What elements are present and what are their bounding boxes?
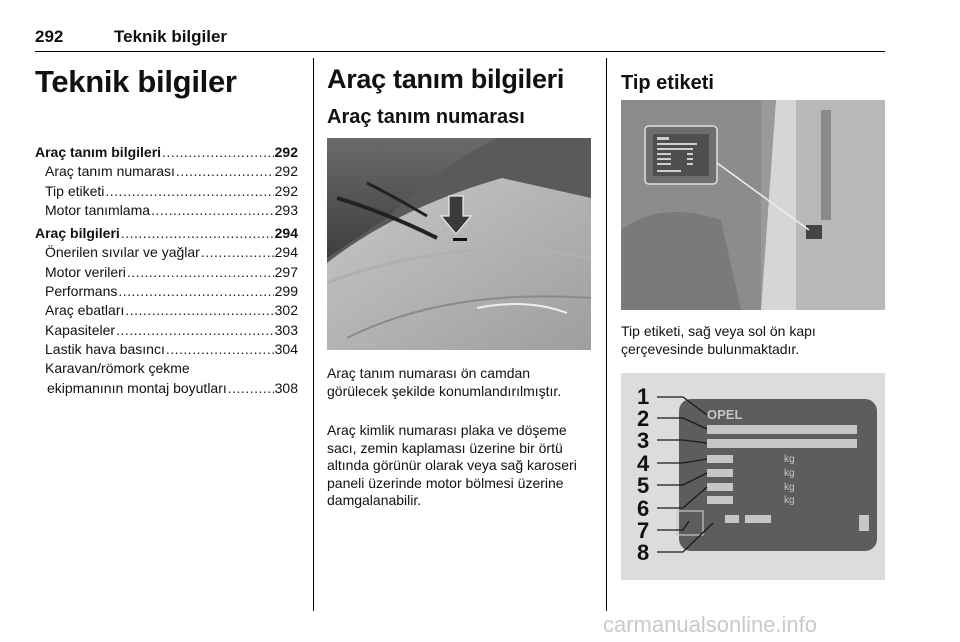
table-of-contents [35, 143, 298, 398]
toc-entry-page: 293 [274, 201, 298, 218]
toc-entry-label: Lastik hava basıncı [45, 340, 165, 357]
toc-entry-page: 299 [274, 283, 298, 300]
toc-leader-dots [118, 282, 273, 301]
toc-entry[interactable] [35, 340, 298, 359]
toc-leader-dots [116, 321, 274, 340]
toc-entry-label: Kapasiteler [45, 321, 116, 338]
toc-entry[interactable] [35, 224, 298, 243]
toc-entry-label: Araç bilgileri [35, 225, 120, 242]
toc-entry-label: Karavan/römork çekme [45, 360, 190, 377]
plate-unit: kg [784, 468, 795, 479]
toc-entry-label: ekipmanının montaj boyutları [47, 379, 227, 396]
toc-leader-dots [176, 162, 274, 181]
toc-entry-page: 303 [274, 321, 298, 338]
toc-entry[interactable] [35, 301, 298, 320]
column-divider [606, 58, 607, 611]
toc-entry[interactable] [35, 182, 298, 201]
label-number: 1 [637, 384, 650, 409]
toc-entry-label: Araç ebatları [45, 302, 125, 319]
label-number: 7 [637, 518, 650, 543]
toc-entry[interactable] [35, 379, 298, 398]
door-frame-illustration [621, 100, 885, 310]
toc-entry-page: 294 [274, 244, 298, 261]
toc-leader-dots [151, 201, 274, 220]
label-number: 8 [637, 540, 650, 565]
toc-entry[interactable] [35, 321, 298, 340]
toc-entry[interactable] [35, 263, 298, 282]
toc-entry-label: Performans [45, 283, 118, 300]
plate-unit: kg [784, 454, 795, 465]
toc-entry-page: 304 [274, 340, 298, 357]
toc-leader-dots [105, 182, 273, 201]
header-title: Teknik bilgiler [114, 27, 228, 46]
toc-entry-label: Motor tanımlama [45, 201, 151, 218]
toc-entry-page: 292 [274, 182, 298, 199]
toc-entry-page: 308 [274, 379, 298, 396]
plate-brand: OPEL [707, 407, 743, 422]
type-label-illustration [621, 373, 885, 580]
label-number: 3 [637, 428, 650, 453]
toc-entry[interactable] [35, 201, 298, 220]
toc-leader-dots [162, 143, 274, 162]
toc-leader-dots [125, 301, 273, 320]
toc-entry-page: 297 [274, 263, 298, 280]
toc-leader-dots [166, 340, 274, 359]
toc-leader-dots [228, 379, 274, 398]
label-number: 5 [637, 473, 650, 498]
subsection-heading: Araç tanım numarası [327, 106, 525, 128]
paragraph: Araç tanım numarası ön camdan görülecek şekilde konumlandırılmıştır. [327, 365, 562, 399]
toc-entry-page: 302 [274, 302, 298, 319]
toc-entry[interactable] [35, 143, 298, 162]
section-heading: Tip etiketi [621, 72, 714, 94]
watermark: carmanualsonline.info [603, 612, 818, 637]
toc-entry-label: Tip etiketi [45, 182, 105, 199]
label-number: 6 [637, 496, 650, 521]
toc-entry-page: 292 [274, 163, 298, 180]
column-divider [313, 58, 314, 611]
toc-entry-label: Araç tanım bilgileri [35, 144, 162, 160]
toc-entry-page: 292 [274, 144, 298, 160]
toc-leader-dots [121, 224, 274, 243]
toc-entry[interactable] [35, 359, 298, 378]
paragraph: Araç kimlik numarası plaka ve döşeme sacı, zemin kaplaması üzerine bir örtü altında görünür olarak veya sağ karoseri paneli üzerinde motor bölmesi üzerine damgalanabilir. [327, 422, 577, 509]
plate-unit: kg [784, 482, 795, 493]
plate-unit: kg [784, 495, 795, 506]
section-heading: Araç tanım bilgileri [327, 64, 565, 94]
toc-entry[interactable] [35, 282, 298, 301]
page-number: 292 [35, 27, 64, 46]
toc-entry-label: Önerilen sıvılar ve yağlar [45, 244, 200, 261]
toc-leader-dots [127, 263, 274, 282]
header-rule [35, 51, 885, 52]
paragraph: Tip etiketi, sağ veya sol ön kapı çerçevesinde bulunmaktadır. [621, 323, 816, 357]
label-number: 4 [637, 451, 650, 476]
toc-entry-label: Araç tanım numarası [45, 163, 175, 180]
toc-entry[interactable] [35, 243, 298, 262]
toc-entry-label: Motor verileri [45, 263, 126, 280]
toc-entry-page: 294 [274, 225, 298, 242]
chapter-heading: Teknik bilgiler [35, 64, 237, 99]
label-number: 2 [637, 406, 650, 431]
toc-entry[interactable] [35, 162, 298, 181]
toc-leader-dots [201, 243, 274, 262]
windshield-vin-illustration [327, 138, 591, 350]
